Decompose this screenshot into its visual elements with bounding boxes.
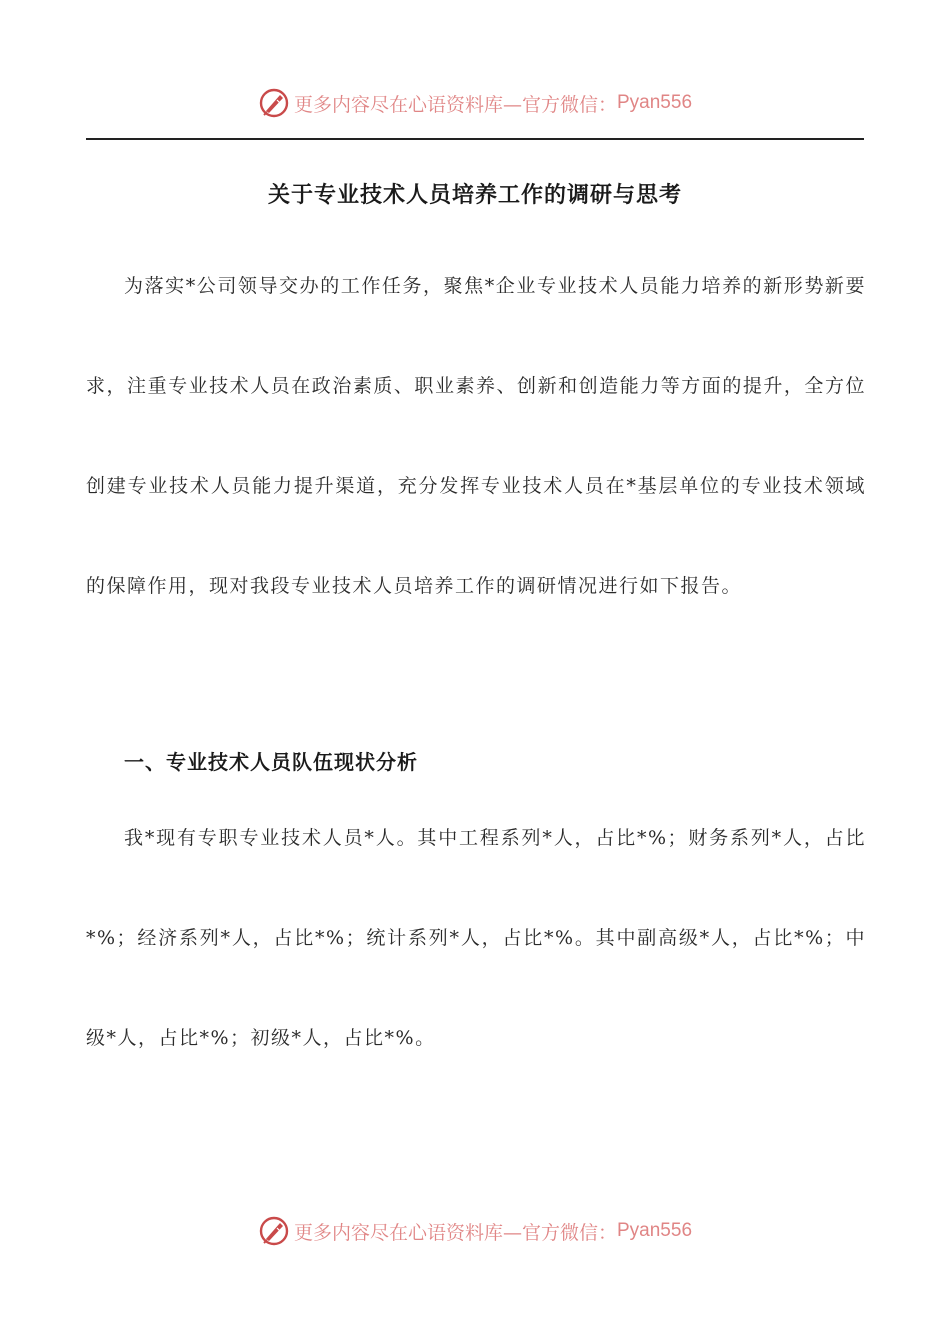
promo-text: 更多内容尽在心语资料库—官方微信： [293,1221,617,1244]
header-divider [86,138,864,140]
section-heading-1: 一、专业技术人员队伍现状分析 [124,750,418,774]
header-promo-banner [0,83,950,123]
quill-pen-logo-icon [258,87,290,119]
footer-promo-banner [0,1211,950,1251]
document-title: 关于专业技术人员培养工作的调研与思考 [267,183,682,208]
section-1-paragraph: 我*现有专职专业技术人员*人。其中工程系列*人，占比*%；财务系列*人，占比*%；经济系列*人，占比*%；统计系列*人，占比*%。其中副高级*人，占比*%；中级*人，占比*%；初级*人，占比*%。 [86,827,866,1049]
wechat-id: Pyan556 [617,92,693,113]
promo-text: 更多内容尽在心语资料库—官方微信： [293,93,617,116]
intro-paragraph: 为落实*公司领导交办的工作任务，聚焦*企业专业技术人员能力培养的新形势新要求，注重专业技术人员在政治素质、职业素养、创新和创造能力等方面的提升，全方位创建专业技术人员能力提升渠道，充分发挥专业技术人员在*基层单位的专业技术领域的保障作用，现对我段专业技术人员培养工作的调研情况进行如下报告。 [86,275,866,597]
quill-pen-logo-icon [258,1215,290,1247]
wechat-id: Pyan556 [617,1220,693,1241]
